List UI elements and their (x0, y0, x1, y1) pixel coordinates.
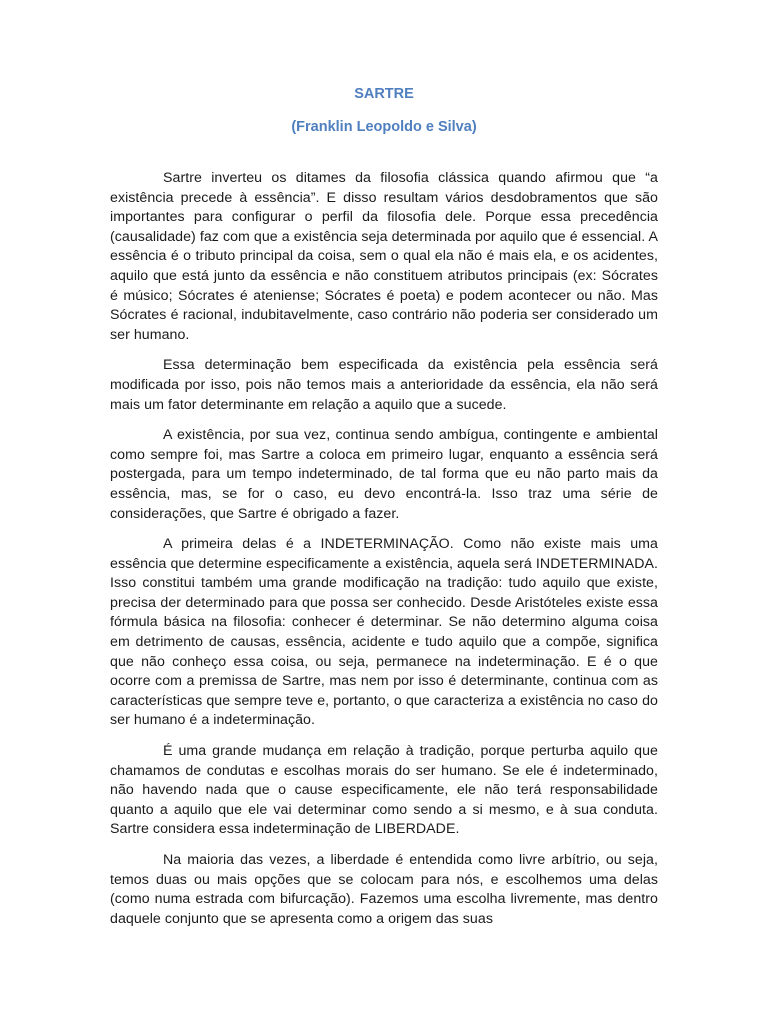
paragraph: É uma grande mudança em relação à tradição, porque perturba aquilo que chamamos de condutas e escolhas morais do ser humano. Se ele é indeterminado, não havendo nada que o cause especificamente, ele não terá responsabilidade quanto a aquilo que ele vai determinar como sendo a si mesmo, e à sua conduta. Sartre considera essa indeterminação de LIBERDADE. (110, 743, 658, 838)
document-body (110, 169, 658, 929)
paragraph: A existência, por sua vez, continua sendo ambígua, contingente e ambiental como sempre foi, mas Sartre a coloca em primeiro lugar, enquanto a essência será postergada, para um tempo indeterminado, de tal forma que eu não parto mais da essência, mas, se for o caso, eu devo encontrá-la. Isso traz uma série de considerações, que Sartre é obrigado a fazer. (110, 427, 658, 522)
paragraph: Sartre inverteu os ditames da filosofia clássica quando afirmou que “a existência precede à essência”. E disso resultam vários desdobramentos que são importantes para configurar o perfil da filosofia dele. Porque essa precedência (causalidade) faz com que a existência seja determinada por aquilo que é essencial. A essência é o tributo principal da coisa, sem o qual ela não é mais ela, e os acidentes, aquilo que está junto da essência e não constituem atributos principais (ex: Sócrates é músico; Sócrates é ateniense; Sócrates é poeta) e podem acontecer ou não. Mas Sócrates é racional, indubitavelmente, caso contrário não poderia ser considerado um ser humano. (110, 170, 658, 343)
paragraph: Na maioria das vezes, a liberdade é entendida como livre arbítrio, ou seja, temos duas ou mais opções que se colocam para nós, e escolhemos uma delas (como numa estrada com bifurcação). Fazemos uma escolha livremente, mas dentro daquele conjunto que se apresenta como a origem das suas (110, 852, 658, 927)
document-page (110, 76, 658, 940)
paragraph: A primeira delas é a INDETERMINAÇÃO. Como não existe mais uma essência que determine especificamente a existência, aquela será INDETERMINADA. Isso constitui também uma grande modificação na tradição: tudo aquilo que existe, precisa der determinado para que possa ser conhecido. Desde Aristóteles existe essa fórmula básica na filosofia: conhecer é determinar. Se não determino alguma coisa em detrimento de causas, essência, acidente e tudo aquilo que a compõe, significa que não conheço essa coisa, ou seja, permanece na indeterminação. E é o que ocorre com a premissa de Sartre, mas nem por isso é determinante, continua com as características que sempre teve e, portanto, o que caracteriza a existência no caso do ser humano é a indeterminação. (110, 536, 658, 729)
document-title: SARTRE (354, 86, 414, 102)
document-subtitle: (Franklin Leopoldo e Silva) (291, 119, 477, 135)
paragraph: Essa determinação bem especificada da existência pela essência será modificada por isso, pois não temos mais a anterioridade da essência, ela não será mais um fator determinante em relação a aquilo que a sucede. (110, 357, 658, 413)
